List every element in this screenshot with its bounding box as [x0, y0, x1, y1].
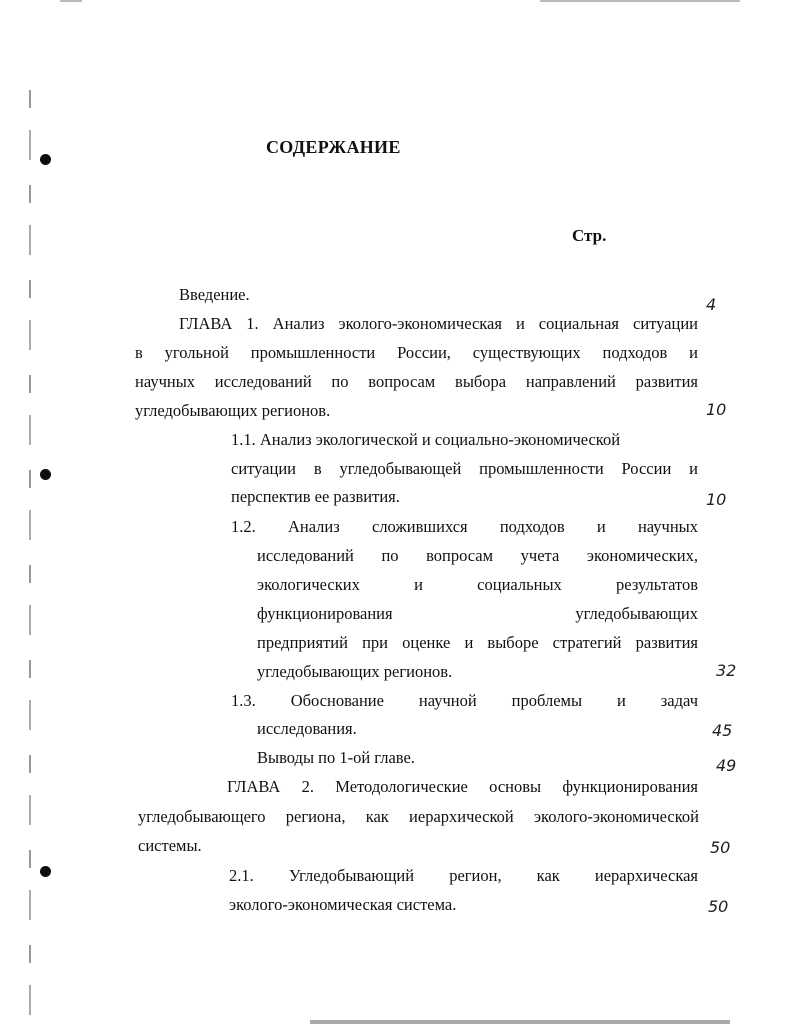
page-number: 49	[716, 756, 737, 775]
scan-top-mark	[60, 0, 82, 2]
page-number: 50	[710, 838, 731, 857]
toc-entry-section-1-3-line: исследования.	[257, 719, 357, 738]
toc-entry-section-1-2-line: 1.2. Анализ сложившихся подходов и научных	[231, 517, 698, 536]
toc-entry-section-1-2-line: функционирования угледобывающих	[257, 604, 698, 623]
toc-entry-section-1-1-line: ситуации в угледобывающей промышленности России и	[231, 459, 698, 478]
page-number: 32	[716, 661, 737, 680]
toc-entry-section-1-2-line: угледобывающих регионов.	[257, 662, 453, 681]
toc-entry-chapter2-line: системы.	[138, 836, 202, 855]
toc-entry-chapter1-line: угледобывающих регионов.	[135, 401, 331, 420]
toc-entry-section-2-1-line: 2.1. Угледобывающий регион, как иерархическая	[229, 866, 698, 885]
punch-hole	[40, 866, 51, 877]
page-column-label: Стр.	[572, 226, 607, 245]
toc-entry-section-1-2-line: исследований по вопросам учета экономических,	[257, 546, 698, 565]
toc-entry-conclusions-1: Выводы по 1-ой главе.	[257, 748, 415, 767]
toc-entry-section-1-2-line: предприятий при оценке и выборе стратегий развития	[257, 633, 698, 652]
page-number: 4	[706, 295, 717, 314]
scan-bottom-mark	[310, 1020, 730, 1024]
scan-left-edge	[29, 90, 31, 1020]
toc-entry-section-1-1-line: перспектив ее развития.	[231, 487, 400, 506]
page-number: 10	[706, 400, 727, 419]
punch-hole	[40, 154, 51, 165]
punch-hole	[40, 469, 51, 480]
toc-entry-section-1-1-line: 1.1. Анализ экологической и социально-экономической	[231, 430, 621, 449]
toc-entry-section-1-3-line: 1.3. Обоснование научной проблемы и задач	[231, 691, 698, 710]
toc-entry-section-2-1-line: эколого-экономическая система.	[229, 895, 457, 914]
scan-top-mark	[540, 0, 740, 2]
toc-entry-chapter1-line: ГЛАВА 1. Анализ эколого-экономическая и социальная ситуации	[179, 314, 698, 333]
toc-entry-chapter1-line: в угольной промышленности России, существующих подходов и	[135, 343, 698, 362]
toc-title: СОДЕРЖАНИЕ	[266, 137, 401, 157]
toc-entry-chapter2-line: угледобывающего региона, как иерархической эколого-экономической	[138, 807, 699, 826]
toc-entry-chapter1-line: научных исследований по вопросам выбора направлений развития	[135, 372, 698, 391]
toc-entry-section-1-2-line: экологических и социальных результатов	[257, 575, 698, 594]
toc-entry-chapter2-line: ГЛАВА 2. Методологические основы функционирования	[227, 777, 698, 796]
toc-entry-intro: Введение.	[179, 285, 250, 304]
page-number: 10	[706, 490, 727, 509]
page-number: 45	[712, 721, 733, 740]
page-number: 50	[708, 897, 729, 916]
